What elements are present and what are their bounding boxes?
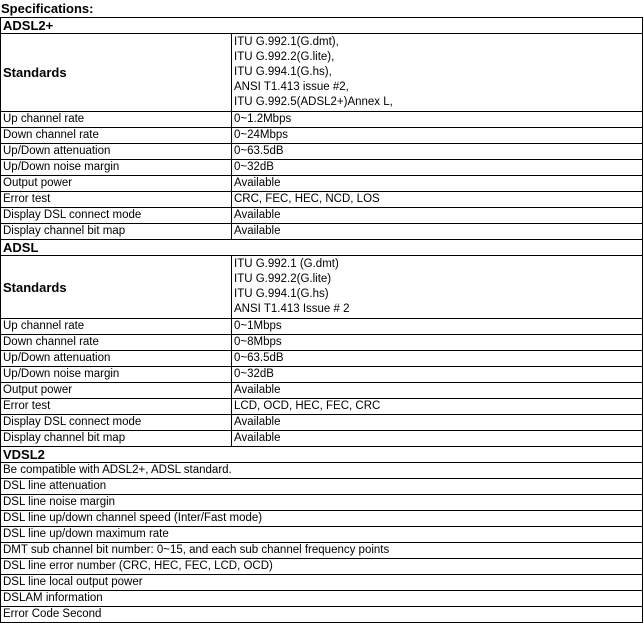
- list-item: [1, 575, 643, 591]
- table-row: [1, 399, 643, 415]
- list-item: [1, 495, 643, 511]
- section-row-adsl: [1, 240, 643, 256]
- spec-label: Up/Down attenuation: [1, 351, 232, 367]
- spec-value: 0~1Mbps: [232, 319, 643, 335]
- table-row: [1, 208, 643, 224]
- specifications-table: [0, 17, 643, 623]
- standards-row-adsl2plus: [1, 34, 643, 112]
- spec-value: 0~1.2Mbps: [232, 112, 643, 128]
- list-item: [1, 591, 643, 607]
- standard-item: ITU G.992.1 (G.dmt): [234, 258, 339, 270]
- spec-value: 0~63.5dB: [232, 144, 643, 160]
- standards-value: [232, 256, 643, 319]
- vdsl2-feature: DSL line noise margin: [1, 495, 643, 511]
- table-row: [1, 224, 643, 240]
- spec-label: Output power: [1, 383, 232, 399]
- section-heading-vdsl2: VDSL2: [1, 447, 643, 463]
- vdsl2-feature: DSL line error number (CRC, HEC, FEC, LCD, OCD): [1, 559, 643, 575]
- list-item: [1, 607, 643, 623]
- spec-value: CRC, FEC, HEC, NCD, LOS: [232, 192, 643, 208]
- page-title: Specifications:: [1, 1, 94, 16]
- spec-value: LCD, OCD, HEC, FEC, CRC: [232, 399, 643, 415]
- standard-item: ITU G.994.1(G.hs): [234, 288, 329, 300]
- table-row: [1, 192, 643, 208]
- vdsl2-feature: DMT sub channel bit number: 0~15, and each sub channel frequency points: [1, 543, 643, 559]
- table-row: [1, 176, 643, 192]
- vdsl2-feature: DSL line up/down maximum rate: [1, 527, 643, 543]
- standard-item: ITU G.992.5(ADSL2+)Annex L,: [234, 96, 393, 108]
- spec-value: Available: [232, 383, 643, 399]
- table-row: [1, 335, 643, 351]
- vdsl2-feature: DSL line local output power: [1, 575, 643, 591]
- spec-label: Up channel rate: [1, 319, 232, 335]
- table-row: [1, 128, 643, 144]
- table-row: [1, 415, 643, 431]
- spec-value: Available: [232, 415, 643, 431]
- standards-label: Standards: [1, 256, 232, 319]
- standards-label: Standards: [1, 34, 232, 112]
- spec-value: 0~8Mbps: [232, 335, 643, 351]
- list-item: [1, 479, 643, 495]
- standard-item: ITU G.994.1(G.hs),: [234, 66, 332, 78]
- spec-value: 0~32dB: [232, 160, 643, 176]
- spec-value: 0~63.5dB: [232, 351, 643, 367]
- spec-value: 0~24Mbps: [232, 128, 643, 144]
- table-row: [1, 367, 643, 383]
- list-item: [1, 543, 643, 559]
- spec-label: Up/Down noise margin: [1, 367, 232, 383]
- spec-label: Error test: [1, 399, 232, 415]
- spec-value: Available: [232, 431, 643, 447]
- table-row: [1, 351, 643, 367]
- section-row-vdsl2: [1, 447, 643, 463]
- list-item: [1, 511, 643, 527]
- standard-item: ANSI T1.413 issue #2,: [234, 81, 349, 93]
- section-heading-adsl: ADSL: [1, 240, 643, 256]
- vdsl2-feature: Be compatible with ADSL2+, ADSL standard.: [1, 463, 643, 479]
- spec-label: Output power: [1, 176, 232, 192]
- spec-label: Down channel rate: [1, 335, 232, 351]
- table-row: [1, 112, 643, 128]
- spec-value: Available: [232, 208, 643, 224]
- spec-value: 0~32dB: [232, 367, 643, 383]
- vdsl2-feature: DSL line attenuation: [1, 479, 643, 495]
- spec-label: Display channel bit map: [1, 224, 232, 240]
- standard-item: ITU G.992.1(G.dmt),: [234, 36, 339, 48]
- table-row: [1, 160, 643, 176]
- spec-label: Up channel rate: [1, 112, 232, 128]
- standard-item: ITU G.992.2(G.lite): [234, 273, 332, 285]
- spec-label: Error test: [1, 192, 232, 208]
- spec-label: Up/Down attenuation: [1, 144, 232, 160]
- spec-label: Display DSL connect mode: [1, 415, 232, 431]
- section-heading-adsl2plus: ADSL2+: [1, 18, 643, 34]
- standards-value: [232, 34, 643, 112]
- vdsl2-feature: DSL line up/down channel speed (Inter/Fast mode): [1, 511, 643, 527]
- table-row: [1, 431, 643, 447]
- section-row-adsl2plus: [1, 18, 643, 34]
- list-item: [1, 559, 643, 575]
- standard-item: ANSI T1.413 Issue # 2: [234, 303, 350, 315]
- vdsl2-feature: Error Code Second: [1, 607, 643, 623]
- spec-label: Down channel rate: [1, 128, 232, 144]
- standard-item: ITU G.992.2(G.lite),: [234, 51, 335, 63]
- vdsl2-feature: DSLAM information: [1, 591, 643, 607]
- standards-row-adsl: [1, 256, 643, 319]
- table-row: [1, 319, 643, 335]
- spec-label: Display DSL connect mode: [1, 208, 232, 224]
- spec-label: Up/Down noise margin: [1, 160, 232, 176]
- list-item: [1, 527, 643, 543]
- spec-value: Available: [232, 176, 643, 192]
- table-row: [1, 144, 643, 160]
- table-row: [1, 383, 643, 399]
- list-item: [1, 463, 643, 479]
- spec-value: Available: [232, 224, 643, 240]
- spec-label: Display channel bit map: [1, 431, 232, 447]
